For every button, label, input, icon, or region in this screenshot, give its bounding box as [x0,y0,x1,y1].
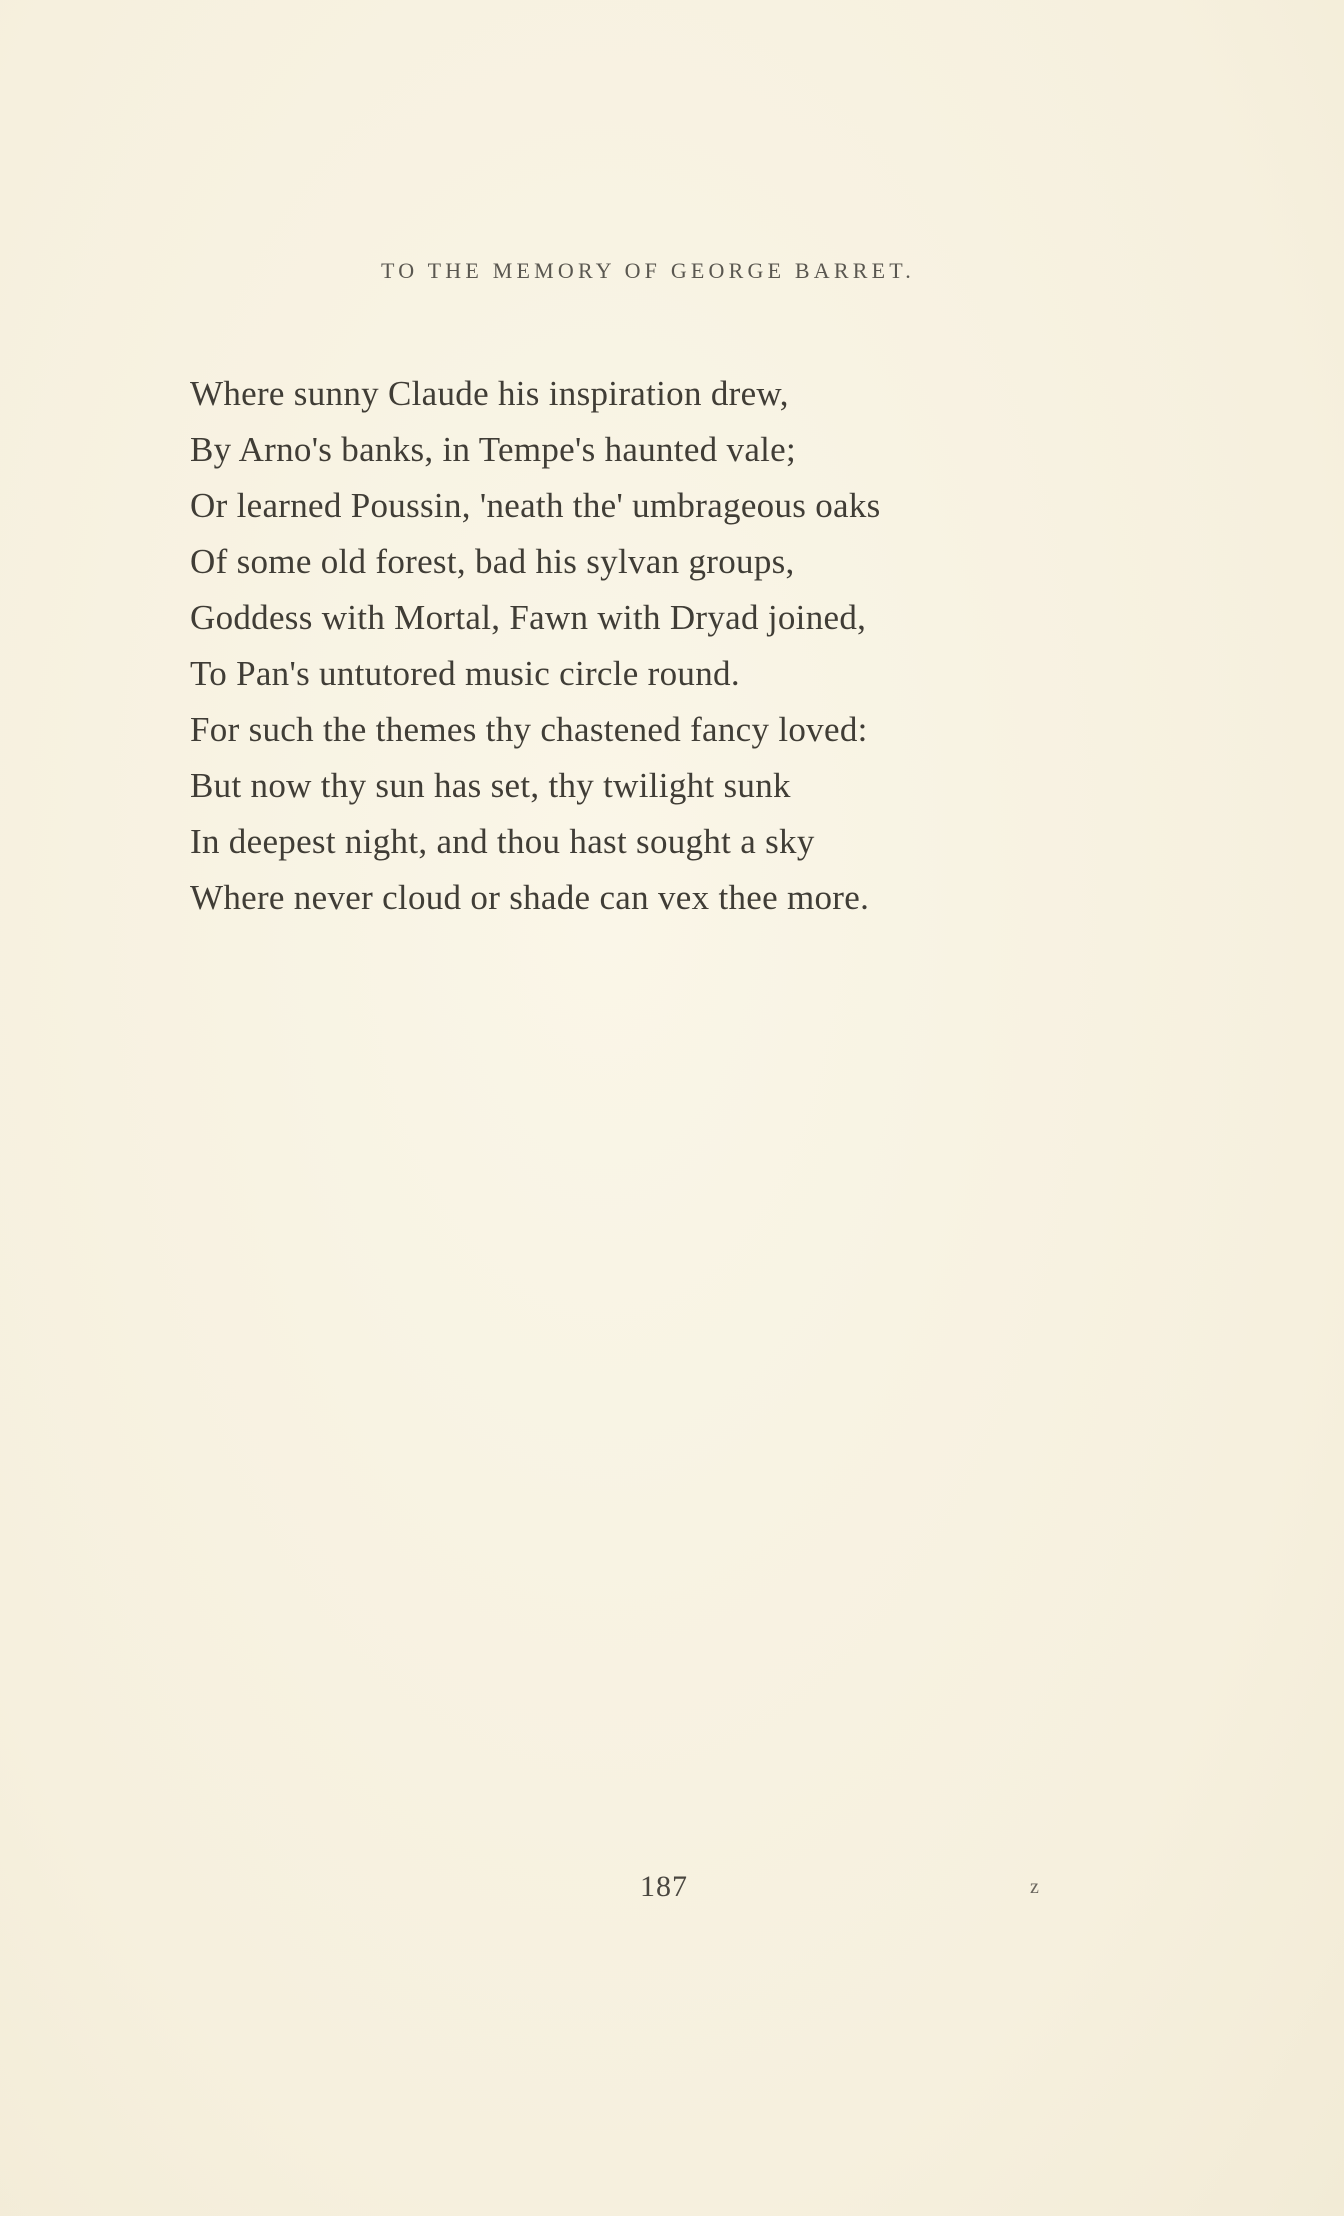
poem-line: By Arno's banks, in Tempe's haunted vale; [190,430,797,469]
poem-line: Or learned Poussin, 'neath the' umbrageous oaks [190,486,881,525]
poem-line: Goddess with Mortal, Fawn with Dryad joined, [190,598,867,637]
signature-mark: z [1030,1876,1039,1898]
page-number: 187 [640,1870,688,1903]
running-head: TO THE MEMORY OF GEORGE BARRET. [381,258,915,283]
poem [190,366,1190,926]
poem-line: Where sunny Claude his inspiration drew, [190,374,789,413]
poem-line: To Pan's untutored music circle round. [190,654,740,693]
poem-line: Of some old forest, bad his sylvan groups, [190,542,795,581]
poem-line: But now thy sun has set, thy twilight sunk [190,766,791,805]
poem-line: In deepest night, and thou hast sought a sky [190,822,815,861]
poem-line: Where never cloud or shade can vex thee more. [190,878,870,917]
poem-line: For such the themes thy chastened fancy loved: [190,710,868,749]
